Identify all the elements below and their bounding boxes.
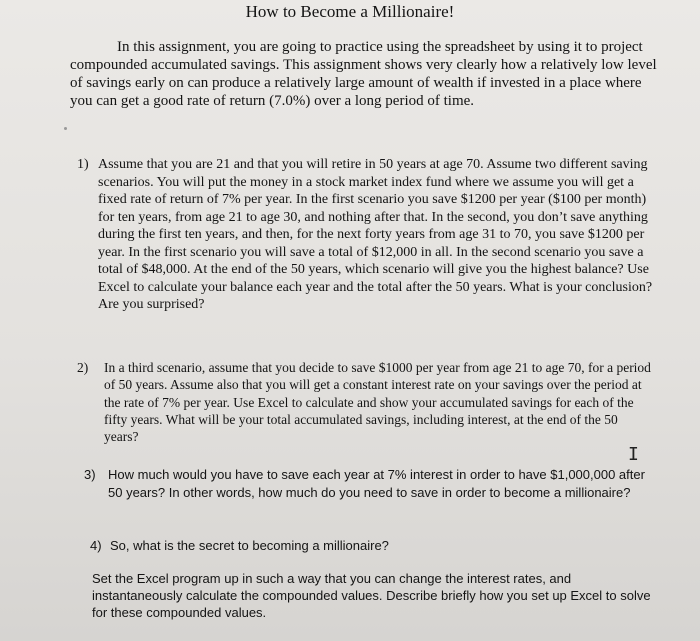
question-1-number: 1) (77, 157, 89, 172)
question-3-text: How much would you have to save each year at 7% interest in order to have $1,000,000 after 50 years? In other words, how much do you need to save in order to become a millionaire? (108, 467, 645, 500)
question-2-text: In a third scenario, assume that you decide to save $1000 per year from age 21 to age 70, for a period of 50 years. Assume also that you will get a constant interest rate on your savings over the period at the rate of 7% per year. Use Excel to calculate and show your accumulated savings for each of the fifty years. What will be your total accumulated savings, including interest, at the end of the 50 years? (104, 360, 651, 445)
question-2-number: 2) (77, 360, 89, 375)
question-4-number: 4) (90, 538, 102, 553)
stray-mark (64, 127, 67, 130)
question-1-text: Assume that you are 21 and that you will retire in 50 years at age 70. Assume two different saving scenarios. You will put the money in a stock market index fund where we assume you will get a fixed rate of return of 7% per year. In the first scenario you save $1200 per year ($100 per month) for ten years, from age 21 to age 30, and nothing after that. In the second, you don’t save anything during the first ten years, and then, for the next forty years from age 31 to 70, you save $1200 per year. In the first scenario you will save a total of $12,000 in all. In the second scenario you save a total of $48,000. At the end of the 50 years, which scenario will give you the highest balance? Use Excel to calculate your balance each year and the total after the 50 years. What is your conclusion? Are you surprised? (98, 157, 653, 312)
question-3-number: 3) (84, 467, 96, 482)
document-title: How to Become a Millionaire! (245, 2, 455, 21)
question-4-text: So, what is the secret to becoming a millionaire? (110, 538, 389, 553)
closing-paragraph: Set the Excel program up in such a way that you can change the interest rates, and instantaneously calculate the compounded values. Describe briefly how you set up Excel to solve for these compounded values. (92, 571, 651, 620)
text-cursor-icon: I (628, 444, 639, 465)
intro-paragraph: In this assignment, you are going to practice using the spreadsheet by using it to project compounded accumulated savings. This assignment shows very clearly how a relatively low level of savings early on can produce a relatively large amount of wealth if invested in a place where you can get a good rate of return (7.0%) over a long period of time. (70, 39, 657, 109)
